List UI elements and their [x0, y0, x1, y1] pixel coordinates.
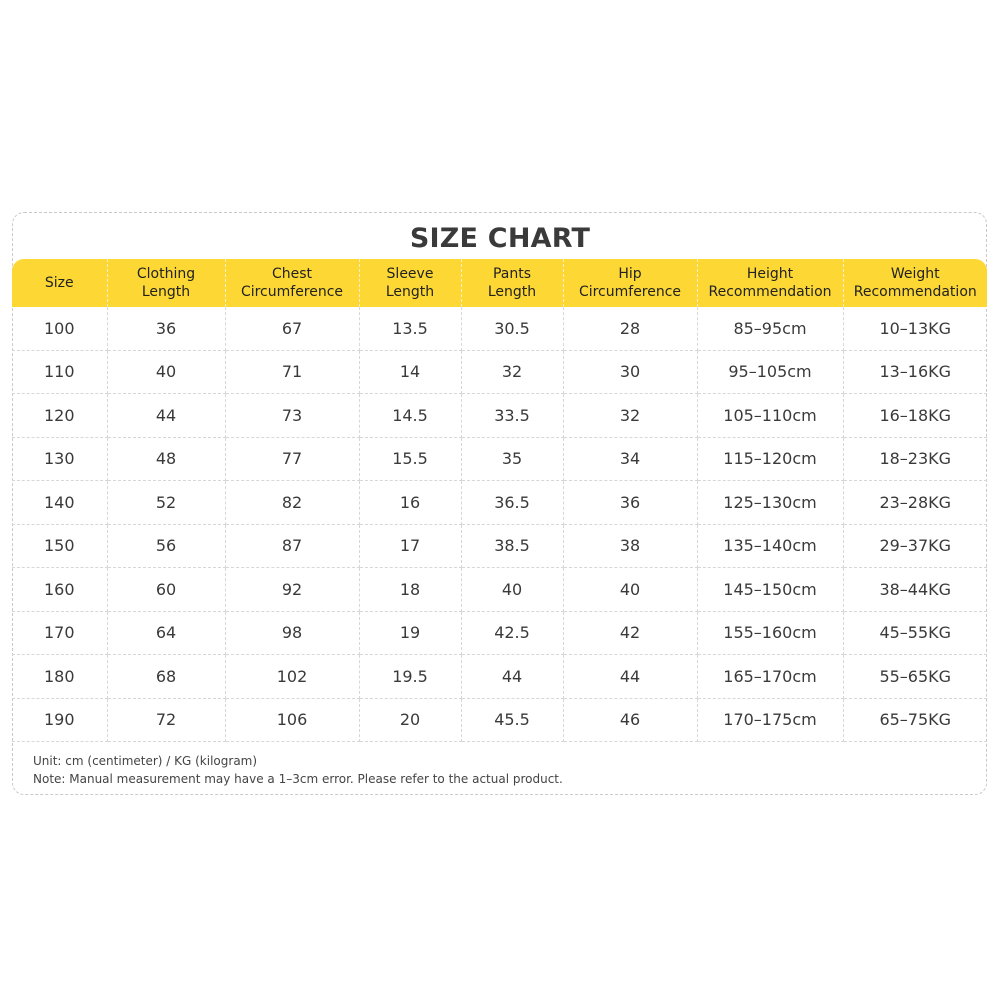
table-cell: 46 — [563, 698, 697, 742]
column-header-text: Length — [141, 284, 191, 300]
table-cell: 15.5 — [359, 437, 461, 481]
table-cell: 130 — [12, 437, 107, 481]
table-cell: 18–23KG — [843, 437, 987, 481]
table-cell: 125–130cm — [697, 481, 843, 525]
unit-note: Unit: cm (centimeter) / KG (kilogram) — [33, 754, 258, 768]
table-row — [12, 350, 987, 394]
table-cell: 98 — [225, 611, 359, 655]
table-cell: 100 — [12, 307, 107, 350]
table-row — [12, 307, 987, 350]
table-row — [12, 568, 987, 612]
table-cell: 23–28KG — [843, 481, 987, 525]
table-cell: 64 — [107, 611, 225, 655]
table-cell: 14 — [359, 350, 461, 394]
column-header-text: Height — [746, 266, 794, 282]
column-header-text: Chest — [271, 266, 313, 282]
table-cell: 105–110cm — [697, 394, 843, 438]
column-header — [359, 259, 461, 307]
table-cell: 170–175cm — [697, 698, 843, 742]
table-cell: 28 — [563, 307, 697, 350]
table-cell: 40 — [107, 350, 225, 394]
table-cell: 36.5 — [461, 481, 563, 525]
table-row — [12, 481, 987, 525]
page-title: SIZE CHART — [409, 223, 591, 254]
column-header-text: Size — [44, 275, 74, 291]
table-cell: 115–120cm — [697, 437, 843, 481]
table-cell: 35 — [461, 437, 563, 481]
table-cell: 18 — [359, 568, 461, 612]
column-header — [461, 259, 563, 307]
table-row — [12, 394, 987, 438]
table-cell: 106 — [225, 698, 359, 742]
table-cell: 82 — [225, 481, 359, 525]
table-cell: 44 — [107, 394, 225, 438]
table-cell: 155–160cm — [697, 611, 843, 655]
table-cell: 56 — [107, 524, 225, 568]
table-cell: 120 — [12, 394, 107, 438]
column-header-text: Length — [487, 284, 537, 300]
table-cell: 20 — [359, 698, 461, 742]
table-cell: 10–13KG — [843, 307, 987, 350]
column-header-text: Clothing — [136, 266, 196, 282]
table-cell: 30 — [563, 350, 697, 394]
table-cell: 44 — [563, 655, 697, 699]
table-cell: 60 — [107, 568, 225, 612]
table-cell: 85–95cm — [697, 307, 843, 350]
table-cell: 44 — [461, 655, 563, 699]
table-cell: 92 — [225, 568, 359, 612]
table-cell: 29–37KG — [843, 524, 987, 568]
table-row — [12, 524, 987, 568]
column-header-text: Hip — [618, 266, 642, 282]
table-cell: 65–75KG — [843, 698, 987, 742]
table-body — [12, 307, 987, 742]
column-header — [12, 259, 107, 307]
table-cell: 30.5 — [461, 307, 563, 350]
table-cell: 17 — [359, 524, 461, 568]
column-header-text: Recommendation — [853, 284, 977, 300]
notes — [33, 752, 563, 788]
table-cell: 16–18KG — [843, 394, 987, 438]
table-cell: 36 — [107, 307, 225, 350]
table-header-row — [12, 259, 987, 307]
column-header-text: Circumference — [578, 284, 682, 300]
table-cell: 33.5 — [461, 394, 563, 438]
table-cell: 14.5 — [359, 394, 461, 438]
table-cell: 19 — [359, 611, 461, 655]
column-header-text: Circumference — [240, 284, 344, 300]
table-row — [12, 655, 987, 699]
column-header — [843, 259, 987, 307]
table-cell: 40 — [461, 568, 563, 612]
column-header-text: Recommendation — [708, 284, 832, 300]
column-header — [225, 259, 359, 307]
table-cell: 67 — [225, 307, 359, 350]
table-cell: 38 — [563, 524, 697, 568]
table-row — [12, 611, 987, 655]
column-header — [563, 259, 697, 307]
column-header-text: Sleeve — [386, 266, 434, 282]
table-cell: 150 — [12, 524, 107, 568]
table-cell: 73 — [225, 394, 359, 438]
column-header-text: Length — [385, 284, 435, 300]
table-cell: 13.5 — [359, 307, 461, 350]
table-cell: 38.5 — [461, 524, 563, 568]
table-cell: 34 — [563, 437, 697, 481]
table-cell: 40 — [563, 568, 697, 612]
table-row — [12, 698, 987, 742]
table-row — [12, 437, 987, 481]
table-cell: 16 — [359, 481, 461, 525]
table-cell: 45.5 — [461, 698, 563, 742]
table-cell: 13–16KG — [843, 350, 987, 394]
table-cell: 68 — [107, 655, 225, 699]
table-cell: 110 — [12, 350, 107, 394]
table-cell: 38–44KG — [843, 568, 987, 612]
table-cell: 77 — [225, 437, 359, 481]
table-cell: 72 — [107, 698, 225, 742]
table-cell: 190 — [12, 698, 107, 742]
table-cell: 19.5 — [359, 655, 461, 699]
size-table — [12, 259, 987, 742]
column-header-text: Weight — [890, 266, 940, 282]
table-cell: 140 — [12, 481, 107, 525]
table-cell: 145–150cm — [697, 568, 843, 612]
table-cell: 135–140cm — [697, 524, 843, 568]
table-cell: 42 — [563, 611, 697, 655]
table-cell: 170 — [12, 611, 107, 655]
table-cell: 95–105cm — [697, 350, 843, 394]
measurement-note: Note: Manual measurement may have a 1–3cm error. Please refer to the actual product. — [33, 772, 563, 786]
table-cell: 71 — [225, 350, 359, 394]
table-cell: 180 — [12, 655, 107, 699]
table-cell: 160 — [12, 568, 107, 612]
column-header — [107, 259, 225, 307]
table-cell: 45–55KG — [843, 611, 987, 655]
table-cell: 87 — [225, 524, 359, 568]
table-cell: 102 — [225, 655, 359, 699]
column-header — [697, 259, 843, 307]
table-cell: 48 — [107, 437, 225, 481]
column-header-text: Pants — [492, 266, 532, 282]
table-cell: 165–170cm — [697, 655, 843, 699]
table-cell: 42.5 — [461, 611, 563, 655]
table-cell: 36 — [563, 481, 697, 525]
table-cell: 55–65KG — [843, 655, 987, 699]
table-cell: 32 — [461, 350, 563, 394]
table-cell: 52 — [107, 481, 225, 525]
table-cell: 32 — [563, 394, 697, 438]
